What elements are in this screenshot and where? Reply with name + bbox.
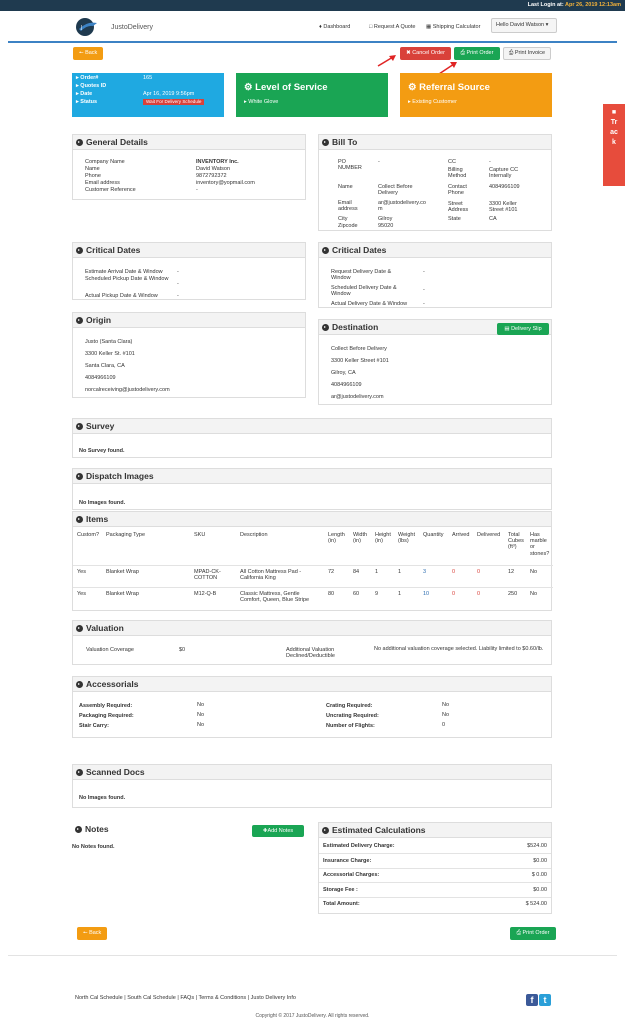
- table-cell: 72: [328, 569, 335, 575]
- items-column-header: Total Cubes (ft³): [508, 532, 524, 551]
- survey-header: Survey: [73, 419, 551, 434]
- estimate-value: $0.00: [533, 857, 547, 864]
- footer-link[interactable]: North Cal Schedule: [75, 995, 123, 1001]
- order-summary-tile: ▸ Order# ▸ Quotes ID ▸ Date ▸ Status 165 Apr 16, 2019 9:56pm Wait For Delivery Schedule: [72, 73, 224, 117]
- critical-dates-right-panel: Critical Dates Request Delivery Date & Window Scheduled Delivery Date & Window Actual Delivery Date & Window - - -: [318, 242, 552, 308]
- table-cell: 0: [452, 569, 456, 575]
- header-divider: [8, 41, 617, 43]
- general-details-panel: General Details Company Name Name Phone Email address Customer Reference INVENTORY Inc. David Watson 9872792372 inventory@yopmail.com -: [72, 134, 306, 200]
- table-cell: 0: [477, 591, 481, 597]
- table-cell: MPAD-CK-COTTON: [194, 569, 221, 582]
- close-icon: ✖: [406, 50, 411, 56]
- circle-arrow-icon: [76, 423, 83, 430]
- items-column-header: Has marble or stones?: [530, 532, 550, 557]
- user-menu-button[interactable]: Hello David Watson ▾: [491, 18, 557, 33]
- last-login-datetime: Apr 26, 2019 12:13am: [565, 2, 621, 8]
- delivery-slip-button[interactable]: ▤ Delivery Slip: [497, 323, 549, 335]
- back-button-bottom[interactable]: 🠔 Back: [77, 927, 107, 940]
- items-column-header: Custom?: [77, 532, 100, 538]
- estimated-calculations-header: Estimated Calculations: [319, 823, 551, 838]
- estimate-value: $0.00: [533, 886, 547, 893]
- table-cell: Yes: [77, 569, 86, 575]
- cancel-order-button[interactable]: ✖ Cancel Order: [400, 47, 451, 60]
- table-cell: No: [530, 569, 538, 575]
- critical-dates-left-header: Critical Dates: [73, 243, 305, 258]
- circle-arrow-icon: [76, 625, 83, 632]
- footer-separator: |: [175, 995, 181, 1001]
- items-column-header: Height (in): [375, 532, 391, 545]
- top-bar: [0, 0, 625, 11]
- circle-arrow-icon: [322, 324, 329, 331]
- track-tab[interactable]: [603, 104, 625, 186]
- arrow-left-icon: 🠔: [82, 930, 88, 936]
- print-invoice-button[interactable]: ⎙ Print Invoice: [503, 47, 551, 60]
- print-icon: ⎙: [516, 930, 521, 936]
- table-cell: Classic Mattress, Gentle Comfort, Queen, Blue Stripe: [240, 591, 310, 604]
- items-column-header: Arrived: [452, 532, 470, 538]
- order-date: Apr 16, 2019 9:56pm: [143, 91, 195, 97]
- status-badge: Wait For Delivery Schedule: [143, 99, 204, 105]
- table-cell: Blanket Wrap: [106, 591, 139, 597]
- items-column-header: Delivered: [477, 532, 501, 538]
- items-column-header: Weight (lbs): [398, 532, 416, 545]
- calculator-icon: ▦: [426, 24, 432, 30]
- circle-arrow-icon: [76, 247, 83, 254]
- circle-arrow-icon: [322, 247, 329, 254]
- twitter-icon[interactable]: t: [539, 994, 551, 1006]
- items-column-header: Quantity: [423, 532, 444, 538]
- copyright: Copyright © 2017 JustoDelivery. All rights reserved.: [255, 1013, 370, 1019]
- items-column-header: Packaging Type: [106, 532, 146, 538]
- referral-source-tile: ⚙ Referral Source ▸ Existing Customer: [400, 73, 552, 117]
- dispatch-images-panel: Dispatch Images No Images found.: [72, 468, 552, 510]
- valuation-panel: Valuation Valuation Coverage $0 Additional Valuation Declined/Deductible No additional valuation coverage selected. Liability limited to $0.60/lb.: [72, 620, 552, 665]
- table-cell: All Cotton Mattress Pad - California King: [240, 569, 302, 582]
- estimate-value: $ 0.00: [531, 872, 547, 878]
- last-login-label: Last Login at:: [527, 2, 564, 8]
- estimated-calculations-panel: [318, 822, 552, 914]
- items-column-header: Width (in): [353, 532, 368, 545]
- print-order-button-bottom[interactable]: ⎙ Print Order: [510, 927, 556, 940]
- items-column-header: Description: [240, 532, 268, 538]
- estimate-row-divider: [319, 853, 551, 854]
- items-column-header: SKU: [194, 532, 206, 538]
- print-order-button[interactable]: ⎙ Print Order: [454, 47, 500, 60]
- estimate-label: Storage Fee :: [323, 886, 358, 893]
- order-number: 165: [143, 75, 153, 81]
- table-cell[interactable]: 10: [423, 591, 430, 597]
- accessorials-panel: Accessorials Assembly Required: Packaging Required: Stair Carry: No No No Crating Required: Uncrating Required: Number of Flights: No No 0: [72, 676, 552, 738]
- scanned-docs-panel: Scanned Docs No Images found.: [72, 764, 552, 808]
- table-cell: No: [530, 591, 538, 597]
- table-cell: 60: [353, 591, 360, 597]
- arrow-left-icon: 🠔: [78, 50, 84, 56]
- footer-link[interactable]: South Cal Schedule: [127, 995, 176, 1001]
- valuation-header: Valuation: [73, 621, 551, 636]
- critical-dates-right-header: Critical Dates: [319, 243, 551, 258]
- bill-to-header: Bill To: [319, 135, 551, 150]
- table-row-divider: [73, 587, 553, 588]
- table-cell: 12: [508, 569, 515, 575]
- survey-panel: Survey No Survey found.: [72, 418, 552, 458]
- table-cell: 84: [353, 569, 360, 575]
- table-cell: 0: [477, 569, 481, 575]
- table-cell: 1: [398, 591, 402, 597]
- critical-dates-left-panel: Critical Dates Estimate Arrival Date & Window Scheduled Pickup Date & Window Actual Pickup Date & Window - - -: [72, 242, 306, 300]
- circle-arrow-icon: [76, 769, 83, 776]
- origin-panel: Origin Justo (Santa Clara) 3300 Keller St. #101 Santa Clara, CA 4084966109 norcalreceiving@justodelivery.com: [72, 312, 306, 398]
- table-cell: 80: [328, 591, 335, 597]
- footer-link[interactable]: Justo Delivery Info: [250, 995, 296, 1001]
- estimate-row-divider: [319, 882, 551, 883]
- gear-icon: ⚙: [408, 82, 417, 93]
- circle-arrow-icon: [322, 139, 329, 146]
- table-cell: 1: [398, 569, 402, 575]
- origin-header: Origin: [73, 313, 305, 328]
- notes-header: Notes: [72, 822, 306, 837]
- bell-icon: ♦: [319, 24, 322, 30]
- gear-icon: ⚙: [244, 82, 253, 93]
- footer-separator: |: [246, 995, 251, 1001]
- footer-separator: |: [122, 995, 128, 1001]
- quote-icon: □: [369, 24, 373, 30]
- circle-arrow-icon: [76, 681, 83, 688]
- nav-request-quote[interactable]: □ Request A Quote: [369, 24, 416, 30]
- estimate-label: Total Amount:: [323, 901, 360, 907]
- brand-name: JustoDelivery: [111, 24, 154, 31]
- document-icon: ▤: [504, 326, 510, 332]
- estimate-value: $524.00: [527, 843, 547, 849]
- nav-shipping-calculator[interactable]: ▦ Shipping Calculator: [426, 24, 481, 30]
- print-icon: ⎙: [460, 50, 465, 56]
- bill-to-panel: Bill To PO NUMBER - Name Collect Before Delivery Email address ar@justodelivery.com City Gilroy Zipcode 95020 CC - Billing Method Capture CC Internally Contact Phone 4084966109 Street Address 3300 Keller Street #101 State CA: [318, 134, 552, 231]
- footer-divider: [8, 955, 617, 956]
- table-cell: 0: [452, 591, 456, 597]
- circle-arrow-icon: [76, 317, 83, 324]
- estimate-label: Accessorial Charges:: [323, 872, 380, 878]
- truck-icon: ■: [611, 109, 617, 116]
- nav-dashboard[interactable]: ♦ Dashboard: [319, 24, 351, 30]
- level-of-service-tile: ⚙ Level of Service ▸ White Glove: [236, 73, 388, 117]
- estimate-row-divider: [319, 897, 551, 898]
- items-header: Items: [73, 512, 551, 527]
- destination-header: Destination: [319, 320, 551, 335]
- circle-arrow-icon: [76, 139, 83, 146]
- circle-arrow-icon: [75, 826, 82, 833]
- estimate-label: Insurance Charge:: [323, 857, 372, 864]
- table-cell[interactable]: 3: [423, 569, 427, 575]
- estimate-row-divider: [319, 868, 551, 869]
- items-panel: [72, 511, 552, 611]
- footer-links: [75, 995, 296, 1001]
- annotation-arrow-icon: [376, 54, 398, 68]
- scanned-docs-header: Scanned Docs: [73, 765, 551, 780]
- table-row-divider: [73, 565, 553, 566]
- dispatch-images-header: Dispatch Images: [73, 469, 551, 484]
- facebook-icon[interactable]: f: [526, 994, 538, 1006]
- footer-separator: |: [194, 995, 199, 1001]
- table-cell: M12-Q-B: [194, 591, 217, 597]
- footer-link[interactable]: Terms & Conditions: [198, 995, 247, 1001]
- table-cell: 250: [508, 591, 518, 597]
- general-details-header: General Details: [73, 135, 305, 150]
- back-button[interactable]: 🠔 Back: [73, 47, 103, 60]
- items-column-header: Length (in): [328, 532, 345, 545]
- table-cell: 1: [375, 569, 379, 575]
- svg-text:J: J: [81, 25, 83, 31]
- accessorials-header: Accessorials: [73, 677, 551, 692]
- table-cell: Blanket Wrap: [106, 569, 139, 575]
- destination-panel: Destination ▤ Delivery Slip Collect Before Delivery 3300 Keller Street #101 Gilroy, CA 4084966109 ar@justodelivery.com: [318, 319, 552, 405]
- justo-logo[interactable]: [75, 17, 99, 37]
- footer-link[interactable]: FAQs: [180, 995, 195, 1001]
- table-cell: 9: [375, 591, 379, 597]
- add-notes-button[interactable]: ✚Add Notes: [252, 825, 304, 837]
- estimate-label: Estimated Delivery Charge:: [323, 843, 395, 849]
- circle-arrow-icon: [76, 516, 83, 523]
- circle-arrow-icon: [322, 827, 329, 834]
- print-icon: ⎙: [508, 50, 514, 56]
- track-label: Track: [610, 119, 618, 146]
- plus-icon: ✚: [262, 828, 268, 834]
- table-cell: Yes: [77, 591, 86, 597]
- circle-arrow-icon: [76, 473, 83, 480]
- estimate-value: $ 524.00: [525, 901, 547, 907]
- notes-panel: Notes ✚Add Notes No Notes found.: [72, 822, 306, 854]
- caret-down-icon: ▾: [545, 22, 549, 28]
- company-name: INVENTORY Inc.: [196, 159, 239, 165]
